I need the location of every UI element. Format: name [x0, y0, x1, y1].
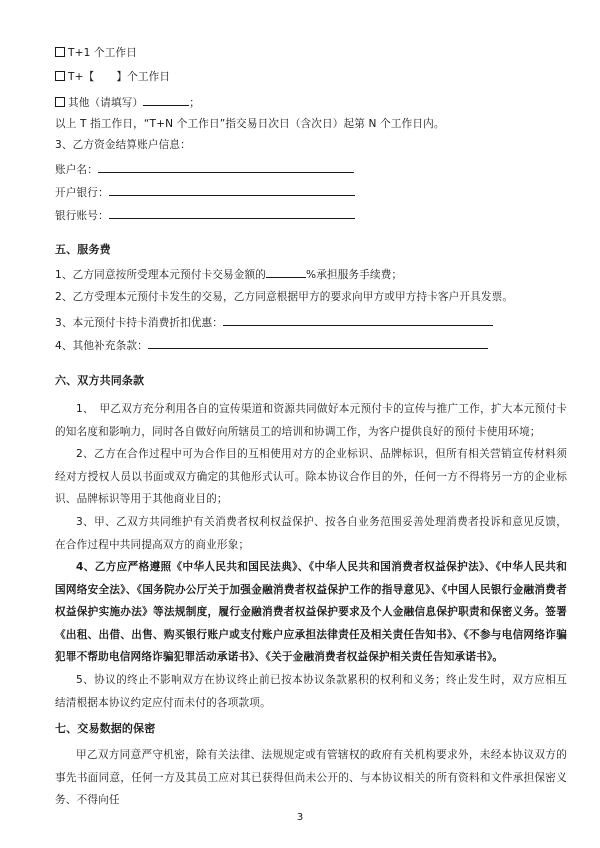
clause-6-4: 4、乙方应严格遵照《中华人民共和国民法典》、《中华人民共和国消费者权益保护法》、《中华人民共和国网络安全法》、《国务院办公厅关于加强金融消费者权益保护工作的指导意见》、《中国人民银行金融消费者权益保护实施办法》等法规制度，履行金融消费者权益保护要求及个人金融信息保护职责和保密义务。签署《出租、出借、出售、购买银行账户或支付账户应承担法律责任及相关责任告知书》、《不参与电信网络诈骗犯罪不帮助电信网络诈骗犯罪活动承诺书》、《关于金融消费者权益保护相关责任告知承诺书》。 [55, 561, 567, 663]
bank-row: 开户银行： [55, 184, 560, 200]
account-name-field[interactable] [98, 161, 354, 173]
fee-rate-field[interactable] [266, 266, 306, 278]
bank-field[interactable] [109, 184, 355, 196]
option-t-plus-n: T+【 】个工作日 [55, 70, 560, 84]
clause-6-5: 5、协议的终止不影响双方在协议终止前已按本协议条款累积的权利和义务；终止发生时，双方应相互结清根据本协议约定应付而未付的各项款项。 [55, 674, 567, 709]
account-info-title: 3、乙方资金结算账户信息： [55, 139, 191, 151]
other-fill-line[interactable] [143, 94, 189, 106]
checkbox-icon[interactable] [55, 71, 65, 81]
page-number: 3 [296, 812, 304, 823]
checkbox-icon[interactable] [55, 97, 65, 107]
clause-6-2: 2、乙方在合作过程中可为合作目的互相使用对方的企业标识、品牌标识，但所有相关营销宣传材料须经对方授权人员以书面或双方确定的其他形式认可。除本协议合作目的外，任何一方不得将另一方的企业标识、品牌标识等用于其他商业目的； [55, 448, 567, 505]
section-5-title: 五、服务费 [55, 243, 111, 256]
account-name-row: 账户名： [55, 161, 560, 177]
clause-6-3: 3、甲、乙双方共同维护有关消费者权利权益保护、按各自业务范围妥善处理消费者投诉和意见反馈，在合作过程中共同提高双方的商业形象； [55, 516, 567, 551]
service-fee-item-3: 3、本元预付卡持卡消费折扣优惠： [55, 314, 560, 330]
checkbox-icon[interactable] [55, 47, 65, 57]
option-t-plus-1: T+1 个工作日 [55, 46, 560, 60]
service-fee-item-1: 1、乙方同意按所受理本元预付卡交易金额的 %承担服务手续费； [55, 266, 560, 282]
clause-6-1: 1、 甲乙双方充分利用各自的宣传渠道和资源共同做好本元预付卡的宣传与推广工作，扩大本元预付卡的知名度和影响力，同时各自做好向所辖员工的培训和协调工作，为客户提供良好的预付卡使用环境； [55, 403, 567, 438]
section-6-title: 六、双方共同条款 [55, 374, 145, 387]
supplement-field[interactable] [148, 337, 488, 349]
discount-field[interactable] [223, 314, 493, 326]
option-other: 其他（请填写） ； [55, 94, 560, 110]
service-fee-item-4: 4、其他补充条款： [55, 337, 560, 353]
clause-7-1: 甲乙双方同意严守机密，除有关法律、法规规定或有管辖权的政府有关机构要求外，未经本协议双方的事先书面同意，任何一方及其员工应对其已获得但尚未公开的、与本协议相关的所有资料和文件承担保密义务、不得向任 [55, 749, 567, 806]
section-7-title: 七、交易数据的保密 [55, 722, 156, 735]
account-number-row: 银行账号： [55, 207, 560, 223]
settlement-note: 以上 T 指工作日，“T+N 个工作日”指交易日次日（含次日）起第 N 个工作日内。 [55, 118, 445, 130]
account-number-field[interactable] [109, 207, 355, 219]
service-fee-item-2: 2、乙方受理本元预付卡发生的交易，乙方同意根据甲方的要求向甲方或甲方持卡客户开具发票。 [55, 291, 514, 303]
